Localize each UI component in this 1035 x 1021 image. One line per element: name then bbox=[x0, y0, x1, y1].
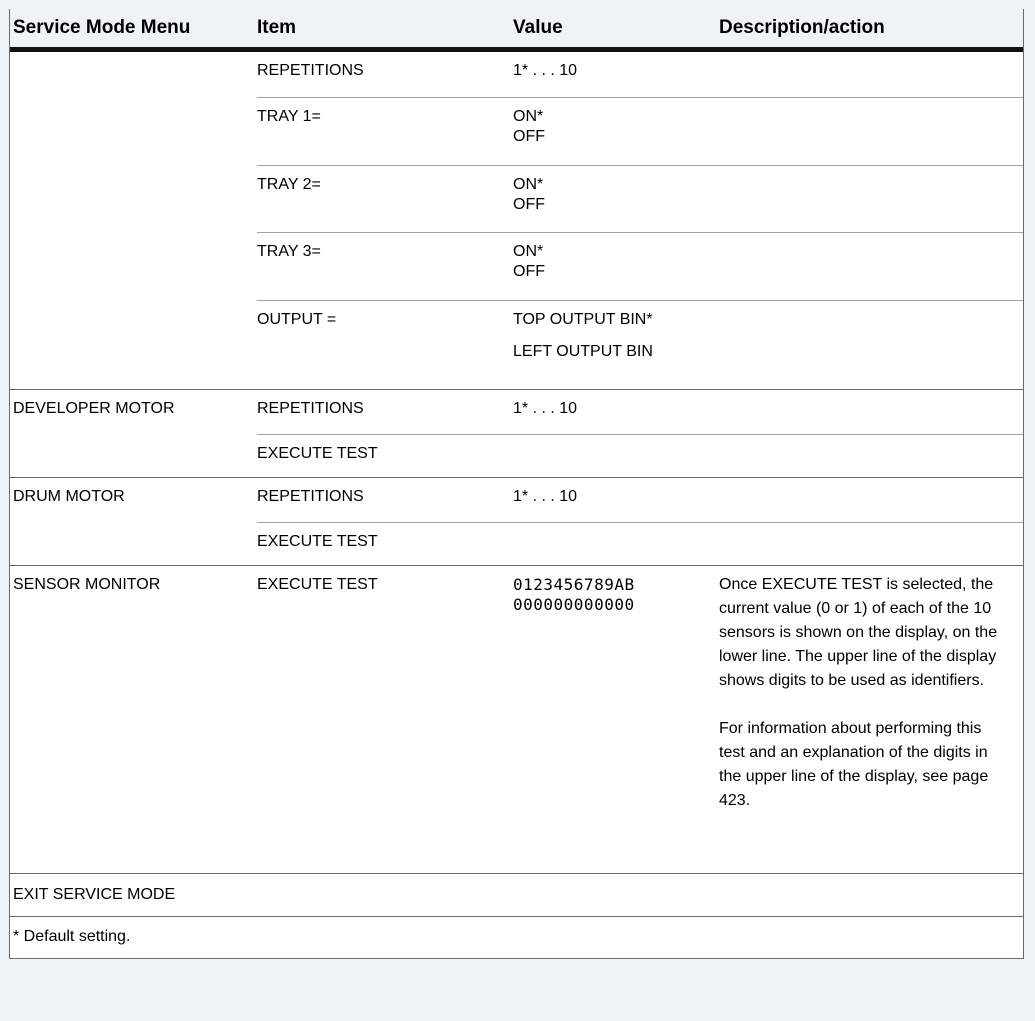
value-line: TOP OUTPUT BIN* bbox=[513, 311, 653, 328]
item-cell: REPETITIONS bbox=[257, 400, 364, 417]
value-cell bbox=[513, 435, 719, 477]
table-row bbox=[257, 435, 1023, 477]
item-cell: TRAY 2= bbox=[257, 176, 321, 193]
value-cell bbox=[513, 566, 719, 813]
table-row bbox=[257, 98, 1023, 166]
item-cell: TRAY 1= bbox=[257, 108, 321, 125]
item-cell: REPETITIONS bbox=[257, 488, 364, 505]
value-line: ON* bbox=[513, 108, 544, 125]
value-cell bbox=[513, 523, 719, 565]
exit-service-mode-row: EXIT SERVICE MODE bbox=[10, 874, 1023, 917]
value-line: 0123456789AB bbox=[513, 575, 635, 594]
value-cell bbox=[513, 301, 719, 389]
menu-cell: SENSOR MONITOR bbox=[13, 576, 161, 593]
table-row bbox=[257, 166, 1023, 233]
value-line: 000000000000 bbox=[513, 595, 635, 614]
value-line: LEFT OUTPUT BIN bbox=[513, 343, 653, 360]
header-description: Description/action bbox=[719, 17, 885, 38]
value-cell bbox=[513, 166, 719, 232]
table-row bbox=[257, 523, 1023, 565]
description-cell bbox=[719, 566, 1023, 813]
description-cell bbox=[719, 478, 1023, 522]
description-cell bbox=[719, 390, 1023, 434]
header-menu: Service Mode Menu bbox=[13, 17, 191, 38]
table-row bbox=[257, 390, 1023, 435]
item-cell: EXECUTE TEST bbox=[257, 445, 378, 462]
item-cell: OUTPUT = bbox=[257, 311, 337, 328]
value-cell: 1* . . . 10 bbox=[513, 400, 578, 417]
header-value: Value bbox=[513, 17, 563, 38]
section-continued bbox=[10, 52, 1023, 390]
value-cell: 1* . . . 10 bbox=[513, 488, 578, 505]
value-line: ON* bbox=[513, 176, 544, 193]
menu-cell: DEVELOPER MOTOR bbox=[13, 400, 175, 417]
table-row bbox=[257, 233, 1023, 301]
table-row bbox=[257, 566, 1023, 813]
value-cell: 1* . . . 10 bbox=[513, 62, 578, 79]
menu-cell bbox=[10, 52, 257, 389]
description-cell bbox=[719, 435, 1023, 477]
description-paragraph: For information about performing this test and an explanation of the digits in the upper line of the display, see page 423. bbox=[719, 720, 989, 809]
menu-cell: DRUM MOTOR bbox=[13, 488, 125, 505]
value-line: OFF bbox=[513, 196, 545, 213]
value-line: OFF bbox=[513, 263, 545, 280]
item-cell: TRAY 3= bbox=[257, 243, 321, 260]
description-cell bbox=[719, 233, 1023, 300]
section-drum-motor bbox=[10, 478, 1023, 566]
description-cell bbox=[719, 301, 1023, 389]
item-cell: EXECUTE TEST bbox=[257, 533, 378, 550]
table-header bbox=[10, 9, 1023, 52]
service-mode-table bbox=[9, 9, 1024, 959]
description-cell bbox=[719, 166, 1023, 232]
section-sensor-monitor bbox=[10, 566, 1023, 874]
table-row bbox=[257, 478, 1023, 523]
table-row bbox=[257, 301, 1023, 389]
description-cell bbox=[719, 98, 1023, 165]
description-cell bbox=[719, 52, 1023, 97]
footnote: * Default setting. bbox=[10, 917, 1023, 959]
description-cell bbox=[719, 523, 1023, 565]
section-developer-motor bbox=[10, 390, 1023, 478]
item-cell: REPETITIONS bbox=[257, 62, 364, 79]
description-paragraph: Once EXECUTE TEST is selected, the current value (0 or 1) of each of the 10 sensors is shown on the display, on the lower line. The upper line of the display shows digits to be used as identifiers. bbox=[719, 576, 998, 689]
table-row bbox=[257, 52, 1023, 98]
value-cell bbox=[513, 233, 719, 300]
header-item: Item bbox=[257, 17, 297, 38]
value-cell bbox=[513, 98, 719, 165]
value-line: ON* bbox=[513, 243, 544, 260]
value-line: OFF bbox=[513, 128, 545, 145]
item-cell: EXECUTE TEST bbox=[257, 576, 378, 593]
